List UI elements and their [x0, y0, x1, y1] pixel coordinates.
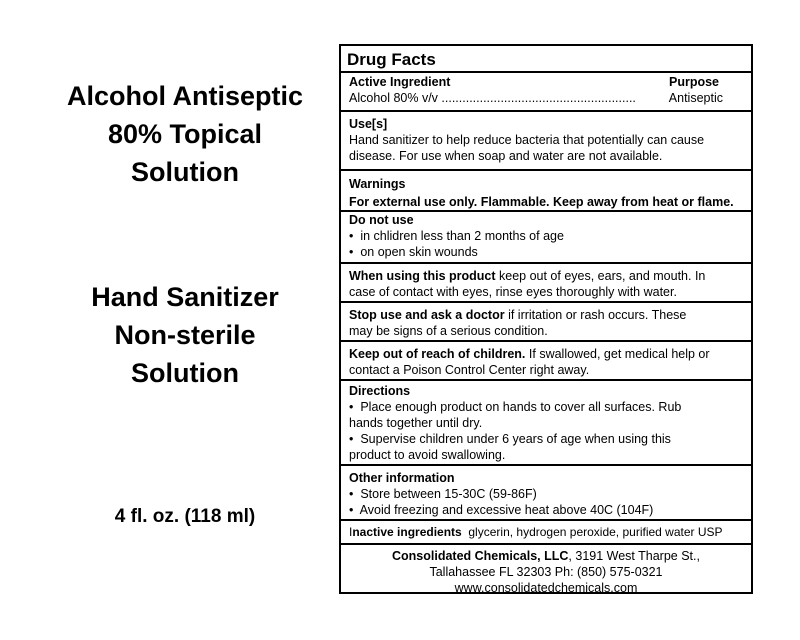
divider: [341, 340, 751, 342]
keep-out-text: contact a Poison Control Center right away.: [349, 363, 590, 377]
divider: [341, 464, 751, 466]
other-information-label: Other information: [349, 471, 455, 485]
directions-item: • Supervise children under 6 years of age when using this: [349, 432, 671, 446]
stop-use-label: Stop use and ask a doctor: [349, 308, 505, 322]
keep-out-section: [349, 346, 749, 378]
when-using-text: case of contact with eyes, rinse eyes thoroughly with water.: [349, 285, 677, 299]
active-ingredient-section: [349, 74, 749, 106]
company-name: Consolidated Chemicals, LLC: [392, 549, 569, 563]
do-not-use-item: • in chlidren less than 2 months of age: [349, 229, 564, 243]
active-ingredient-value: Alcohol 80% v/v ........................................................: [349, 91, 636, 105]
other-information-section: [349, 470, 749, 518]
directions-item: product to avoid swallowing.: [349, 448, 506, 462]
uses-text: disease. For use when soap and water are not available.: [349, 149, 663, 163]
stop-use-text: may be signs of a serious condition.: [349, 324, 548, 338]
product-subtitle: [40, 278, 330, 392]
divider: [341, 169, 751, 171]
stop-use-section: [349, 307, 749, 339]
purpose-label: Purpose: [668, 75, 719, 89]
company-address: , 3191 West Tharpe St.,: [568, 549, 700, 563]
directions-item: hands together until dry.: [349, 416, 483, 430]
divider: [341, 379, 751, 381]
divider: [341, 71, 751, 73]
product-subtitle-line: Hand Sanitizer: [91, 282, 279, 312]
stop-use-text: if irritation or rash occurs. These: [504, 308, 687, 322]
company-website: www.consolidatedchemicals.com: [454, 581, 638, 595]
inactive-ingredients-section: [349, 524, 749, 540]
divider: [341, 262, 751, 264]
when-using-section: [349, 268, 749, 300]
do-not-use-label: Do not use: [349, 213, 414, 227]
warnings-text: For external use only. Flammable. Keep away from heat or flame.: [349, 195, 734, 209]
when-using-label: When using this product: [349, 269, 496, 283]
drug-facts-panel: [339, 44, 753, 594]
uses-text: Hand sanitizer to help reduce bacteria that potentially can cause: [349, 133, 705, 147]
directions-label: Directions: [349, 384, 411, 398]
inactive-ingredients-text: glycerin, hydrogen peroxide, purified water USP: [461, 525, 723, 539]
product-title-line: Solution: [131, 157, 239, 187]
drug-facts-heading: Drug Facts: [347, 50, 436, 69]
divider: [341, 543, 751, 545]
active-ingredient-label: Active Ingredient: [349, 75, 451, 89]
warnings-label: Warnings: [349, 177, 406, 191]
directions-item: • Place enough product on hands to cover all surfaces. Rub: [349, 400, 682, 414]
divider: [341, 301, 751, 303]
inactive-ingredients-label-prefix: I: [349, 525, 353, 539]
purpose-value: Antiseptic: [668, 91, 723, 105]
uses-section: [349, 116, 749, 164]
company-address: Tallahassee FL 32303 Ph: (850) 575-0321: [429, 565, 663, 579]
divider: [341, 519, 751, 521]
inactive-ingredients-label: nactive ingredients: [352, 525, 462, 539]
product-subtitle-line: Non-sterile: [114, 320, 256, 350]
uses-label: Use[s]: [349, 117, 388, 131]
net-quantity: 4 fl. oz. (118 ml): [114, 506, 256, 527]
company-info: [341, 548, 751, 596]
product-title-line: 80% Topical: [107, 119, 263, 149]
other-information-item: • Store between 15-30C (59-86F): [349, 487, 537, 501]
directions-section: [349, 383, 749, 463]
keep-out-label: Keep out of reach of children.: [349, 347, 526, 361]
do-not-use-item: • on open skin wounds: [349, 245, 478, 259]
divider: [341, 110, 751, 112]
warnings-section: [349, 175, 749, 211]
do-not-use-section: [349, 212, 749, 260]
product-title-line: Alcohol Antiseptic: [66, 81, 303, 111]
when-using-text: keep out of eyes, ears, and mouth. In: [495, 269, 706, 283]
product-subtitle-line: Solution: [131, 358, 239, 388]
keep-out-text: If swallowed, get medical help or: [525, 347, 710, 361]
product-title: [40, 77, 330, 191]
other-information-item: • Avoid freezing and excessive heat above 40C (104F): [349, 503, 654, 517]
